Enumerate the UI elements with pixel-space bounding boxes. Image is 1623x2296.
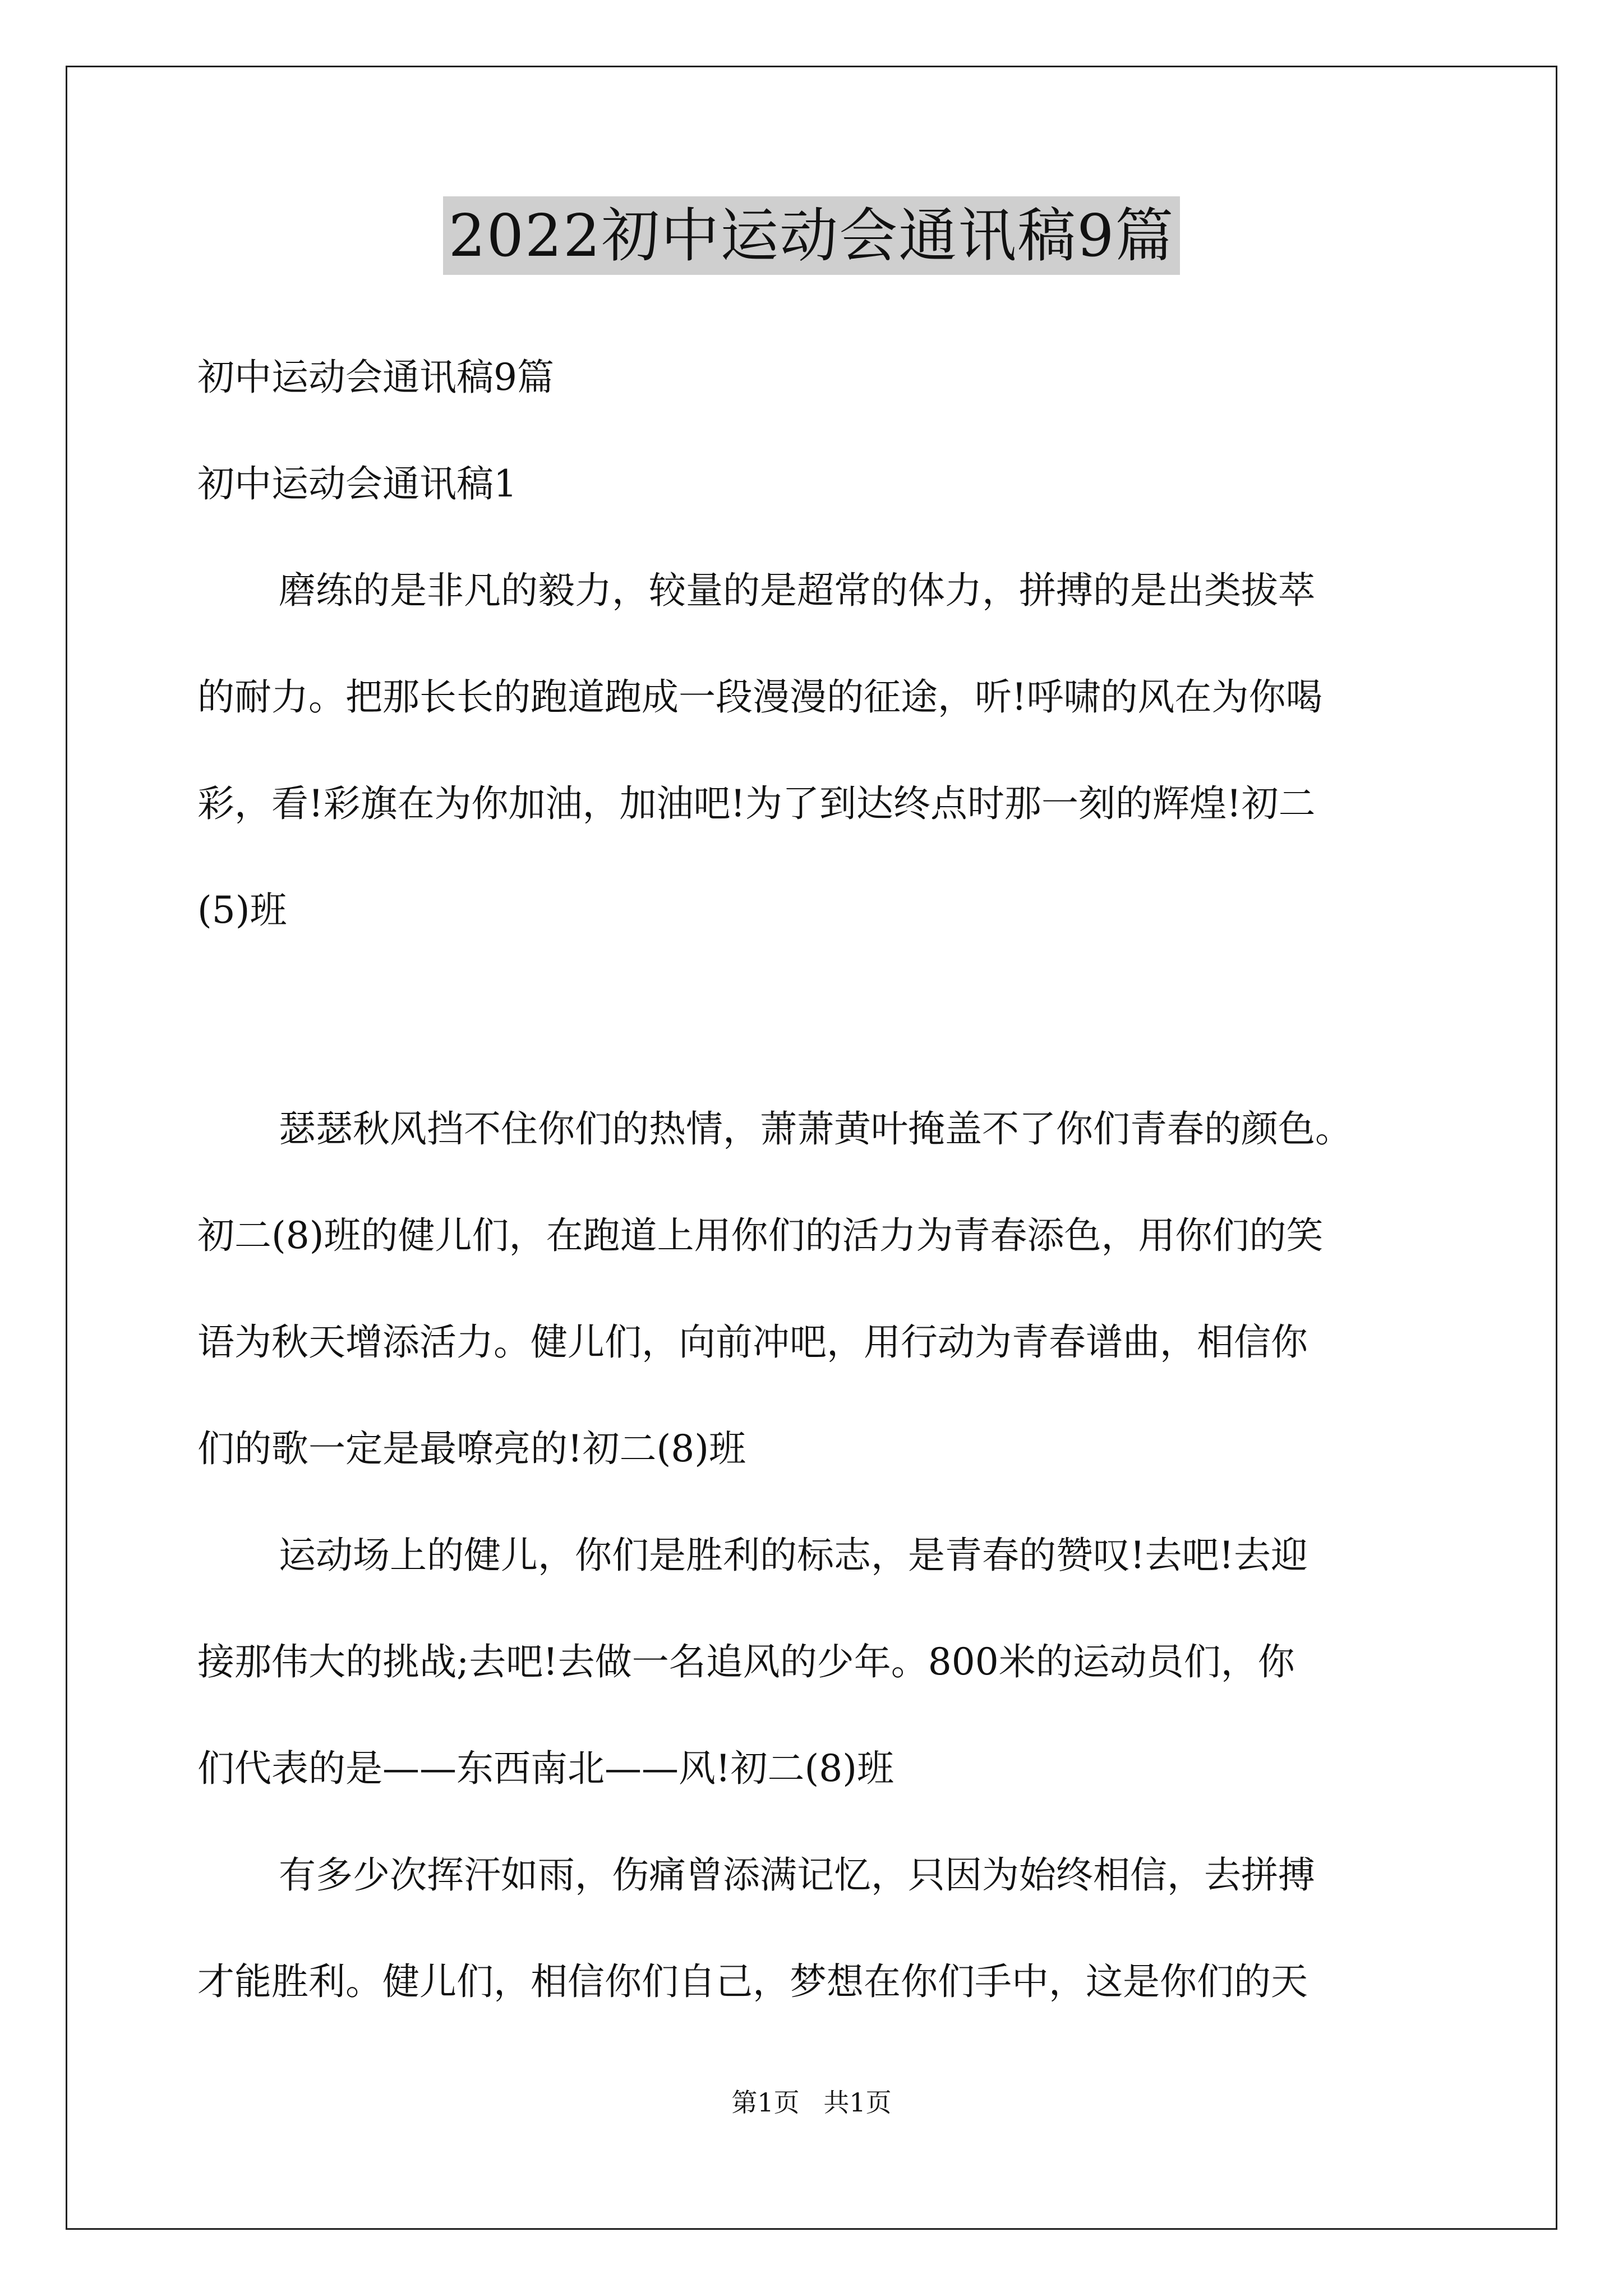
paragraph-line: (5)班 — [197, 889, 287, 932]
paragraph-line: 语为秋天增添活力。健儿们，向前冲吧，用行动为青春谱曲，相信你 — [197, 1320, 1308, 1364]
page-count: 共1页 — [823, 2087, 892, 2118]
paragraph-line: 有多少次挥汗如雨，伤痛曾添满记忆，只因为始终相信，去拼搏 — [279, 1853, 1315, 1897]
paragraph-line: 接那伟大的挑战;去吧!去做一名追风的少年。800米的运动员们，你 — [197, 1640, 1295, 1683]
paragraph-line: 彩，看!彩旗在为你加油，加油吧!为了到达终点时那一刻的辉煌!初二 — [197, 782, 1316, 825]
paragraph-line: 们代表的是——东西南北——风!初二(8)班 — [197, 1747, 895, 1790]
paragraph-line: 们的歌一定是最嘹亮的!初二(8)班 — [197, 1427, 746, 1470]
page-footer — [0, 2086, 1623, 2119]
subtitle: 初中运动会通讯稿9篇 — [197, 356, 554, 399]
paragraph-gap — [197, 981, 1431, 1093]
section-heading: 初中运动会通讯稿1 — [197, 462, 517, 505]
title-area — [0, 196, 1623, 275]
paragraph-line: 的耐力。把那长长的跑道跑成一段漫漫的征途，听!呼啸的风在为你喝 — [197, 675, 1323, 719]
paragraph-line: 初二(8)班的健儿们，在跑道上用你们的活力为青春添色，用你们的笑 — [197, 1214, 1324, 1257]
paragraph-line: 瑟瑟秋风挡不住你们的热情，萧萧黄叶掩盖不了你们青春的颜色。 — [279, 1107, 1352, 1151]
paragraph-line: 才能胜利。健儿们，相信你们自己，梦想在你们手中，这是你们的天 — [197, 1960, 1308, 2003]
page-number: 第1页 — [731, 2087, 800, 2118]
paragraph-line: 磨练的是非凡的毅力，较量的是超常的体力，拼搏的是出类拔萃 — [279, 569, 1315, 612]
paragraph-line: 运动场上的健儿，你们是胜利的标志，是青春的赞叹!去吧!去迎 — [279, 1534, 1308, 1577]
document-body — [197, 341, 1431, 2052]
document-title: 2022初中运动会通讯稿9篇 — [443, 196, 1181, 275]
